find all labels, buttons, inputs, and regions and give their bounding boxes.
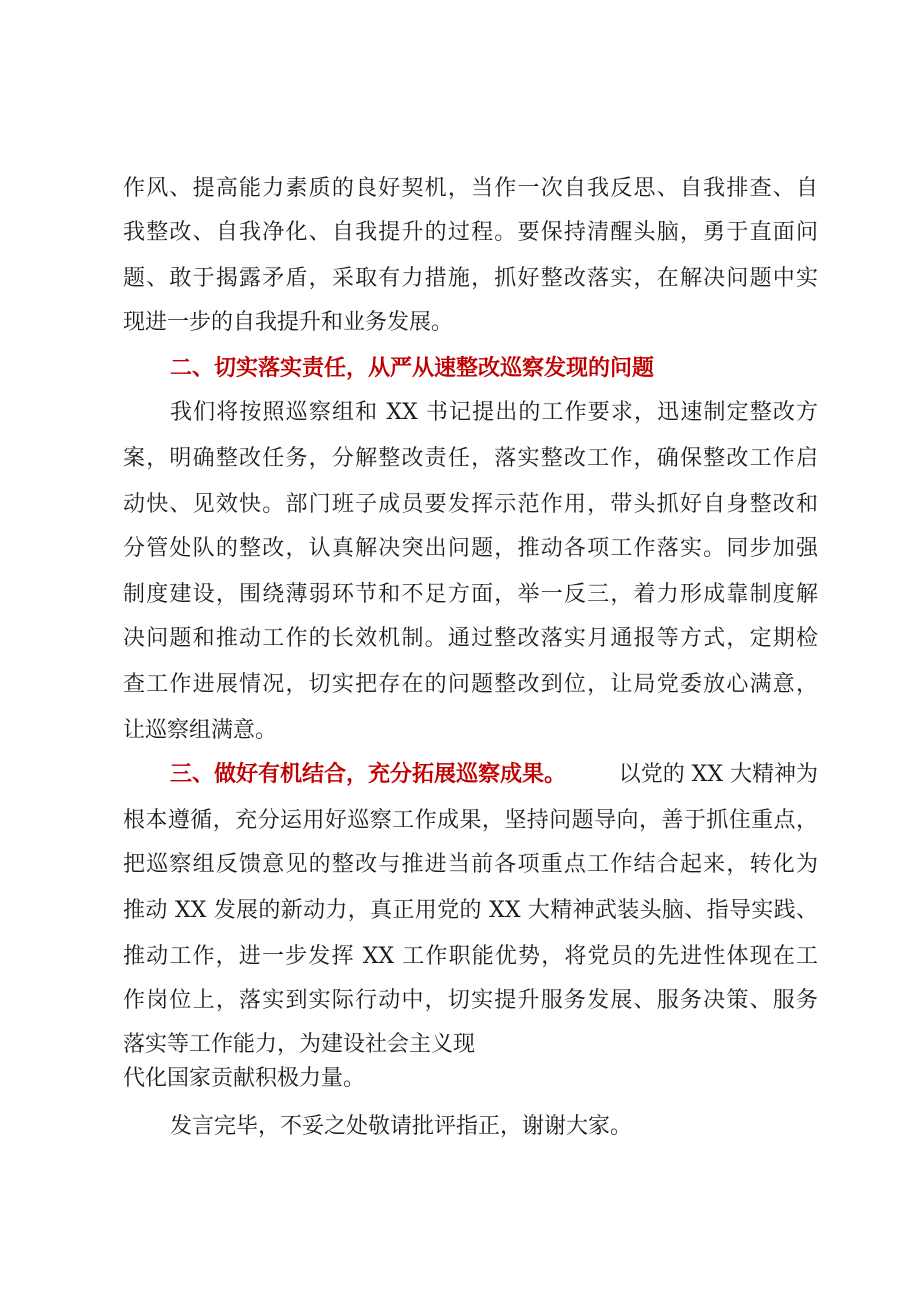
section2-line: 动快、见效快。部门班子成员要发挥示范作用，带头抓好自身整改和 — [123, 492, 818, 517]
section2-line: 分管处队的整改，认真解决突出问题，推动各项工作落实。同步加强 — [123, 536, 818, 561]
section2-line: 查工作进展情况，切实把存在的问题整改到位，让局党委放心满意， — [123, 672, 818, 697]
section2-line: 让巡察组满意。 — [123, 718, 278, 743]
section3-first-line — [170, 756, 818, 794]
section3-line: 代化国家贡献积极力量。 — [123, 1066, 366, 1091]
section3-line: 根本遵循，充分运用好巡察工作成果，坚持问题导向，善于抓住重点， — [123, 808, 818, 833]
section3-line: 推动 XX 发展的新动力，真正用党的 XX 大精神武装头脑、指导实践、 — [123, 898, 818, 923]
para1-line: 作风、提高能力素质的良好契机，当作一次自我反思、自我排查、自 — [123, 176, 818, 201]
section2-line: 制度建设，围绕薄弱环节和不足方面，举一反三，着力形成靠制度解 — [123, 582, 818, 607]
section3-line: 推动工作，进一步发挥 XX 工作职能优势，将党员的先进性体现在工 — [123, 944, 818, 969]
section2-heading: 二、切实落实责任，从严从速整改巡察发现的问题 — [170, 356, 655, 381]
para1-line: 我整改、自我净化、自我提升的过程。要保持清醒头脑，勇于直面问 — [123, 220, 818, 245]
section3-heading: 三、做好有机结合，充分拓展巡察成果。 — [170, 762, 567, 787]
section3-line: 把巡察组反馈意见的整改与推进当前各项重点工作结合起来，转化为 — [123, 852, 818, 877]
section3-line: 落实等工作能力，为建设社会主义现 — [123, 1032, 476, 1057]
section2-line: 案，明确整改任务，分解整改责任，落实整改工作，确保整改工作启 — [123, 446, 818, 471]
section3-first-line-rest: 以党的 XX 大精神为 — [618, 762, 818, 787]
closing-line: 发言完毕，不妥之处敬请批评指正，谢谢大家。 — [170, 1114, 633, 1139]
section2-line: 决问题和推动工作的长效机制。通过整改落实月通报等方式，定期检 — [123, 626, 818, 651]
section3-line: 作岗位上，落实到实际行动中，切实提升服务发展、服务决策、服务 — [123, 988, 818, 1013]
para1-line: 现进一步的自我提升和业务发展。 — [123, 310, 454, 335]
para1-line: 题、敢于揭露矛盾，采取有力措施，抓好整改落实，在解决问题中实 — [123, 266, 818, 291]
section2-line: 我们将按照巡察组和 XX 书记提出的工作要求，迅速制定整改方 — [170, 400, 819, 425]
